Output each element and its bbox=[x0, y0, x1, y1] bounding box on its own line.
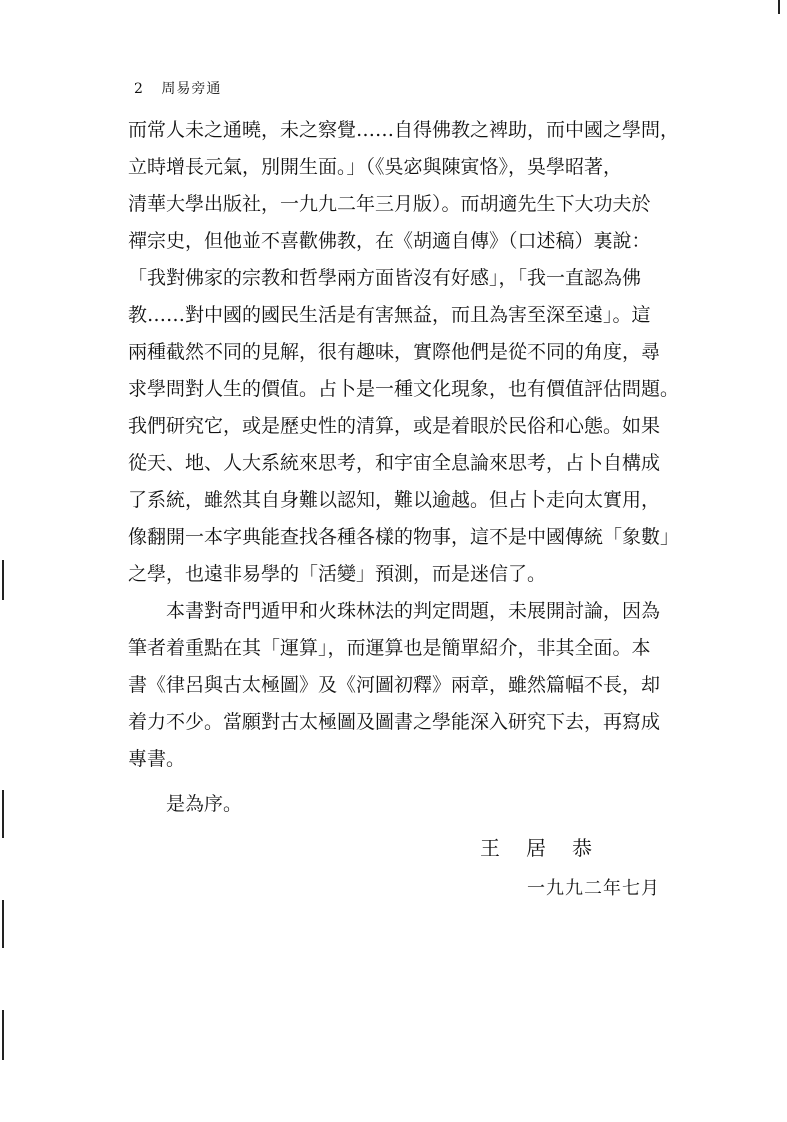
page-number: 2 bbox=[134, 81, 144, 97]
paragraph2-first-line: 本書對奇門遁甲和火珠林法的判定問題，未展開討論，因為 bbox=[166, 600, 661, 622]
text-line: 從天、地、人大系統來思考，和宇宙全息論來思考，占卜自構成 bbox=[128, 452, 661, 474]
text-line: 書《律呂與古太極圖》及《河圖初釋》兩章，雖然篇幅不長，却 bbox=[128, 674, 661, 696]
scan-edge-mark bbox=[2, 560, 4, 600]
text-line: 筆者着重點在其「運算」，而運算也是簡單紹介，非其全面。本 bbox=[128, 637, 651, 659]
text-line: 清華大學出版社，一九九二年三月版）。而胡適先生下大功夫於 bbox=[128, 193, 651, 215]
text-line: 我們研究它，或是歷史性的清算，或是着眼於民俗和心態。如果 bbox=[128, 415, 661, 437]
running-header bbox=[134, 78, 221, 98]
scan-edge-mark bbox=[2, 790, 4, 838]
preface-body bbox=[128, 112, 718, 823]
text-line: 立時增長元氣，別開生面。」（《吳宓與陳寅恪》，吳學昭著， bbox=[128, 156, 623, 178]
text-line: 禪宗史，但他並不喜歡佛教，在《胡適自傳》（口述稿）裏說： bbox=[128, 230, 651, 252]
signature-date: 一九九二年七月 bbox=[527, 878, 660, 899]
scan-edge-mark bbox=[2, 900, 4, 948]
scan-edge-mark bbox=[2, 1010, 4, 1060]
scan-edge-mark bbox=[778, 0, 780, 14]
text-line: 像翻開一本字典能查找各種各樣的物事，這不是中國傳統「象數」 bbox=[128, 526, 680, 548]
text-line: 了系統，雖然其自身難以認知，難以逾越。但占卜走向太實用， bbox=[128, 489, 661, 511]
text-line: 着力不少。當願對古太極圖及圖書之學能深入研究下去，再寫成 bbox=[128, 711, 661, 733]
text-line: 兩種截然不同的見解，很有趣味，實際他們是從不同的角度，尋 bbox=[128, 341, 661, 363]
text-line: 「我對佛家的宗教和哲學兩方面皆沒有好感」，「我一直認為佛 bbox=[128, 267, 642, 289]
text-line: 求學問對人生的價值。占卜是一種文化現象，也有價值評估問題。 bbox=[128, 378, 680, 400]
text-line: 之學，也遠非易學的「活變」預測，而是迷信了。 bbox=[128, 563, 547, 585]
closing-line: 是為序。 bbox=[166, 793, 243, 815]
text-line: 專書。 bbox=[128, 748, 186, 770]
book-title: 周易旁通 bbox=[161, 81, 222, 97]
text-line: 而常人未之通曉，未之察覺……自得佛教之裨助，而中國之學問， bbox=[128, 119, 680, 141]
text-line: 教……對中國的國民生活是有害無益，而且為害至深至遠」。這 bbox=[128, 304, 651, 326]
author-name: 王居恭 bbox=[480, 836, 618, 860]
